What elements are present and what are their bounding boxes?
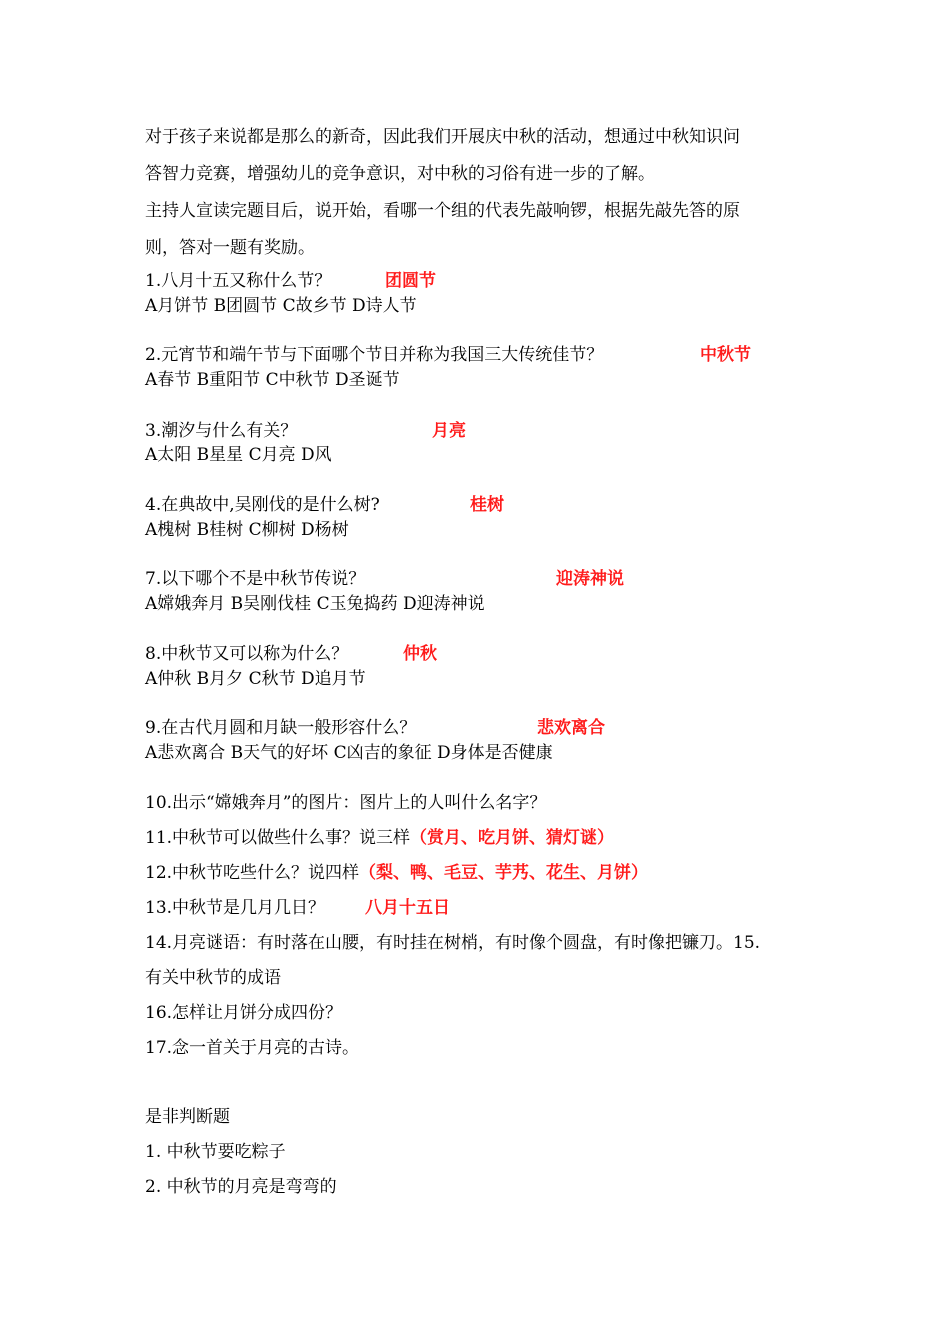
question-8: 8.中秋节又可以称为什么？ [145, 644, 349, 664]
answer-12: （梨、鸭、毛豆、芋艿、花生、月饼） [359, 863, 649, 883]
options-2: A春节 B重阳节 C中秋节 D圣诞节 [145, 370, 400, 390]
question-11-text: 11.中秋节可以做些什么事？说三样 [145, 828, 411, 848]
question-2: 2.元宵节和端午节与下面哪个节日并称为我国三大传统佳节？ [145, 345, 604, 365]
question-3: 3.潮汐与什么有关？ [145, 421, 298, 441]
question-10: 10.出示“嫦娥奔月”的图片：图片上的人叫什么名字？ [145, 793, 547, 813]
question-17: 17.念一首关于月亮的古诗。 [145, 1038, 360, 1058]
truefalse-title: 是非判断题 [145, 1107, 230, 1127]
question-11 [145, 827, 614, 849]
truefalse-item-2: 2. 中秋节的月亮是弯弯的 [145, 1177, 337, 1197]
answer-11: （赏月、吃月饼、猜灯谜） [410, 828, 615, 848]
question-12-text: 12.中秋节吃些什么？说四样 [145, 863, 360, 883]
intro-line-2: 答智力竞赛，增强幼儿的竞争意识，对中秋的习俗有进一步的了解。 [145, 164, 655, 184]
answer-9: 悲欢离合 [537, 718, 605, 738]
question-15: 有关中秋节的成语 [145, 968, 281, 988]
answer-3: 月亮 [432, 421, 466, 441]
truefalse-item-1: 1. 中秋节要吃粽子 [145, 1142, 286, 1162]
answer-7: 迎涛神说 [556, 569, 624, 589]
answer-8: 仲秋 [403, 644, 437, 664]
options-3: A太阳 B星星 C月亮 D风 [145, 445, 332, 465]
options-7: A嫦娥奔月 B吴刚伐桂 C玉兔捣药 D迎涛神说 [145, 594, 485, 614]
answer-2: 中秋节 [700, 345, 751, 365]
answer-1: 团圆节 [385, 271, 436, 291]
options-9: A悲欢离合 B天气的好坏 C凶吉的象征 D身体是否健康 [145, 743, 553, 763]
intro-line-3: 主持人宣读完题目后，说开始，看哪一个组的代表先敲响锣，根据先敲先答的原 [145, 201, 740, 221]
options-4: A槐树 B桂树 C柳树 D杨树 [145, 520, 349, 540]
answer-4: 桂树 [470, 495, 504, 515]
intro-line-1: 对于孩子来说都是那么的新奇，因此我们开展庆中秋的活动，想通过中秋知识问 [145, 127, 740, 147]
question-9: 9.在古代月圆和月缺一般形容什么？ [145, 718, 417, 738]
question-7: 7.以下哪个不是中秋节传说？ [145, 569, 366, 589]
question-16: 16.怎样让月饼分成四份？ [145, 1003, 343, 1023]
answer-13: 八月十五日 [365, 898, 450, 918]
question-4: 4.在典故中,吴刚伐的是什么树? [145, 495, 380, 515]
question-1: 1.八月十五又称什么节？ [145, 271, 332, 291]
question-13: 13.中秋节是几月几日？ [145, 898, 326, 918]
options-8: A仲秋 B月夕 C秋节 D追月节 [145, 669, 366, 689]
intro-line-4: 则，答对一题有奖励。 [145, 238, 315, 258]
options-1: A月饼节 B团圆节 C故乡节 D诗人节 [145, 296, 417, 316]
question-12 [145, 862, 648, 884]
question-14: 14.月亮谜语：有时落在山腰，有时挂在树梢，有时像个圆盘，有时像把镰刀。15. [145, 933, 761, 953]
